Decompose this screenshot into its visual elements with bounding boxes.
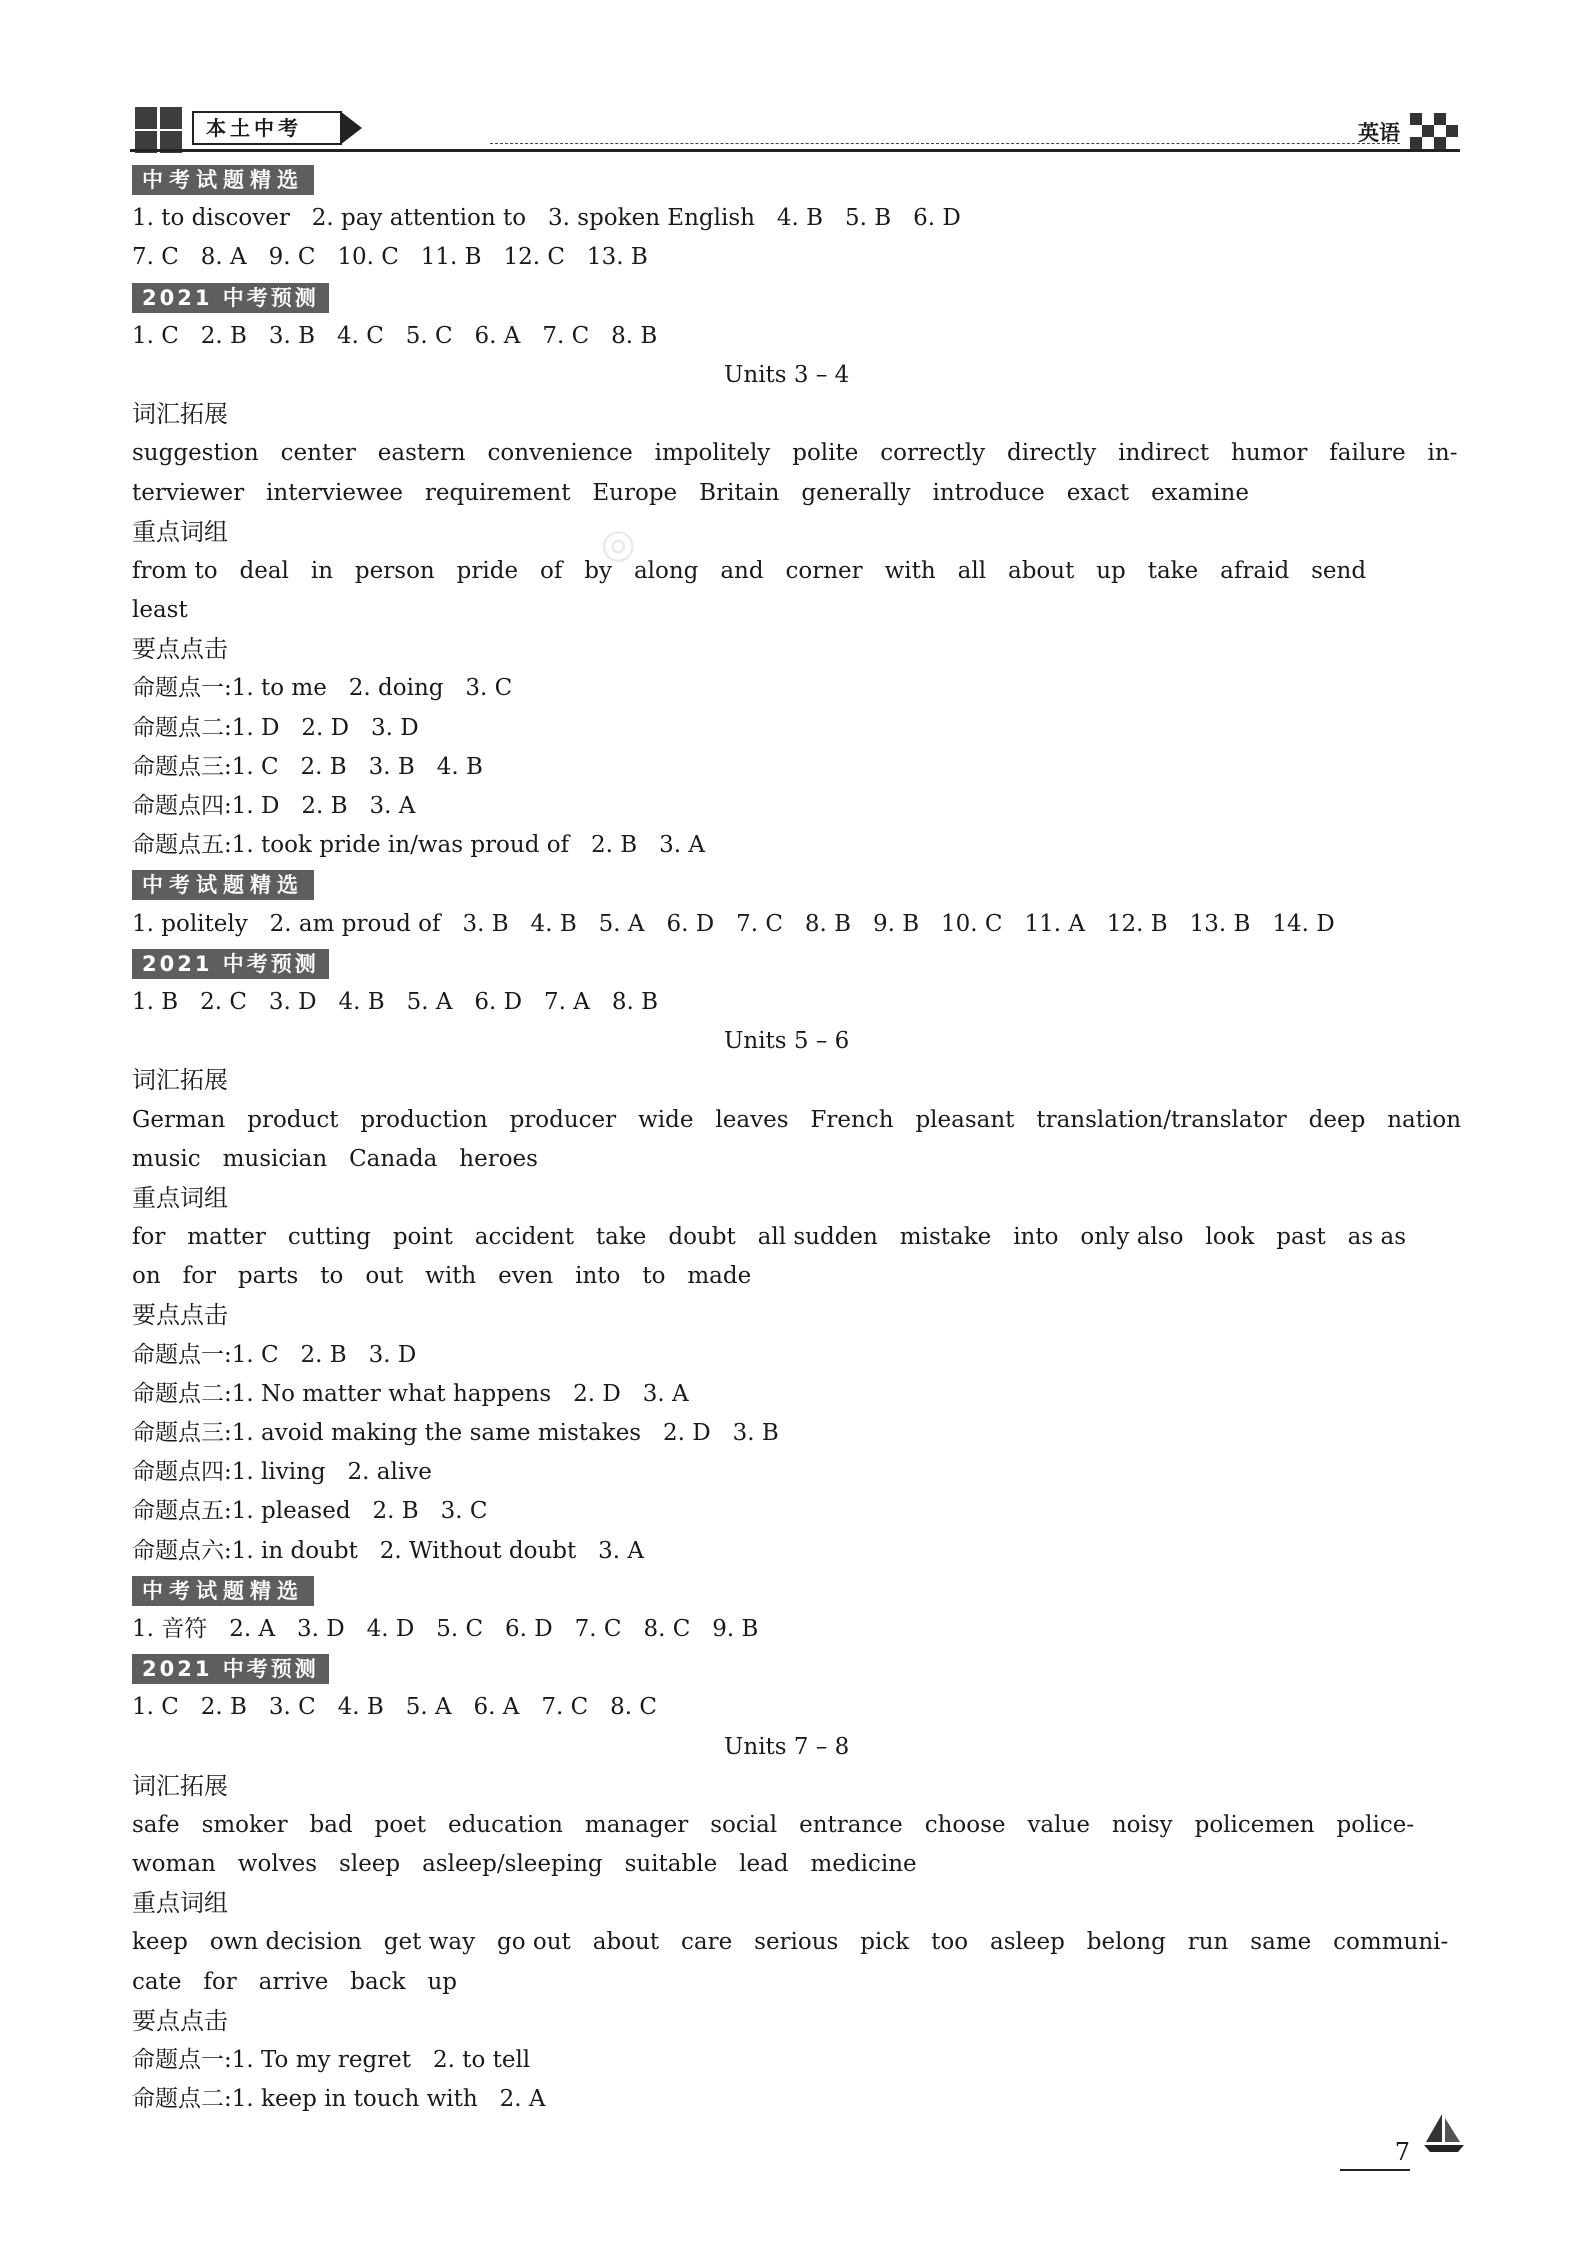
subsection-heading: 词汇拓展 [132,1066,228,1095]
subsection-heading: 重点词组 [132,1889,228,1918]
section-label-row [132,1571,1462,1610]
checker-pattern-icon [1410,113,1460,149]
page-header [130,103,1460,153]
section-label: 2021 中考预测 [132,1654,329,1684]
page-number: 7 [1340,2135,1410,2171]
answer-line: 7. C 8. A 9. C 10. C 11. B 12. C 13. B [132,244,648,271]
sailboat-icon [1420,2110,1468,2158]
answer-line: 命题点四:1. living 2. alive [132,1459,432,1486]
answer-line: 命题点三:1. C 2. B 3. B 4. B [132,753,483,780]
subsection-heading: 要点点击 [132,2006,228,2035]
subsection-heading: 词汇拓展 [132,1771,228,1800]
unit-heading: Units 7 – 8 [724,1733,850,1760]
section-label-row [132,278,1462,317]
unit-heading: Units 3 – 4 [724,361,850,388]
unit-heading: Units 5 – 6 [724,1028,850,1055]
answer-line: 命题点一:1. to me 2. doing 3. C [132,675,513,702]
answer-line: cate for arrive back up [132,1968,457,1995]
watermark-logo-icon: ◎ [594,515,649,571]
section-label-row [132,944,1462,983]
section-label: 2021 中考预测 [132,949,329,979]
answer-line: 命题点二:1. keep in touch with 2. A [132,2086,546,2113]
answer-line: least [132,597,188,624]
subsection-heading: 重点词组 [132,1183,228,1212]
answer-line: 命题点五:1. pleased 2. B 3. C [132,1498,488,1525]
answer-line: 1. to discover 2. pay attention to 3. spoken English 4. B 5. B 6. D [132,205,961,232]
section-label: 中考试题精选 [132,870,314,900]
answer-line: 1. B 2. C 3. D 4. B 5. A 6. D 7. A 8. B [132,988,658,1015]
header-rule [130,149,1460,152]
answer-line: 1. politely 2. am proud of 3. B 4. B 5. A 6. D 7. C 8. B 9. B 10. C 11. A 12. B 13. B 14. D [132,910,1335,937]
section-label-row [132,865,1462,904]
answer-line: 命题点四:1. D 2. B 3. A [132,793,416,819]
subject-label: 英语 [1358,121,1400,145]
header-dashed-rule [490,143,1400,144]
answer-line: music musician Canada heroes [132,1145,538,1172]
logo-square-icon [160,107,182,129]
answer-line: safe smoker bad poet education manager social entrance choose value noisy policemen police- [132,1811,1415,1838]
section-label-row [132,1649,1462,1688]
logo-square-icon [135,107,157,129]
subsection-heading: 要点点击 [132,635,228,664]
section-label-row [132,160,1462,199]
answer-line: 命题点一:1. C 2. B 3. D [132,1341,417,1368]
answer-content [132,160,1462,2119]
answer-line: 命题点三:1. avoid making the same mistakes 2. D 3. B [132,1420,779,1446]
answer-line: 1. 音符 2. A 3. D 4. D 5. C 6. D 7. C 8. C 9. B [132,1615,759,1642]
header-tag: 本土中考 [192,111,342,145]
answer-line: on for parts to out with even into to made [132,1263,752,1290]
subsection-heading: 词汇拓展 [132,400,228,429]
answer-line: for matter cutting point accident take doubt all sudden mistake into only also look past as as [132,1224,1407,1251]
answer-line: from to deal in person pride of by along and corner with all about up take afraid send [132,557,1367,584]
answer-line: woman wolves sleep asleep/sleeping suitable lead medicine [132,1851,917,1878]
answer-line: 1. C 2. B 3. B 4. C 5. C 6. A 7. C 8. B [132,322,658,349]
answer-line: 命题点一:1. To my regret 2. to tell [132,2047,531,2073]
answer-line: 命题点二:1. D 2. D 3. D [132,714,419,741]
answer-line: German product production producer wide leaves French pleasant translation/translator deep nation [132,1106,1462,1133]
section-label: 2021 中考预测 [132,283,329,313]
answer-line: 命题点五:1. took pride in/was proud of 2. B 3. A [132,832,706,859]
answer-line: 命题点二:1. No matter what happens 2. D 3. A [132,1380,689,1407]
answer-line: suggestion center eastern convenience impolitely polite correctly directly indirect humor failure in- [132,440,1458,467]
subsection-heading: 要点点击 [132,1301,228,1330]
section-label: 中考试题精选 [132,165,314,195]
subsection-heading: 重点词组 [132,517,228,546]
answer-line: 命题点六:1. in doubt 2. Without doubt 3. A [132,1537,645,1564]
section-label: 中考试题精选 [132,1576,314,1606]
answer-line: terviewer interviewee requirement Europe Britain generally introduce exact examine [132,479,1249,506]
answer-line: 1. C 2. B 3. C 4. B 5. A 6. A 7. C 8. C [132,1694,657,1721]
answer-line: keep own decision get way go out about care serious pick too asleep belong run same communi- [132,1929,1449,1956]
